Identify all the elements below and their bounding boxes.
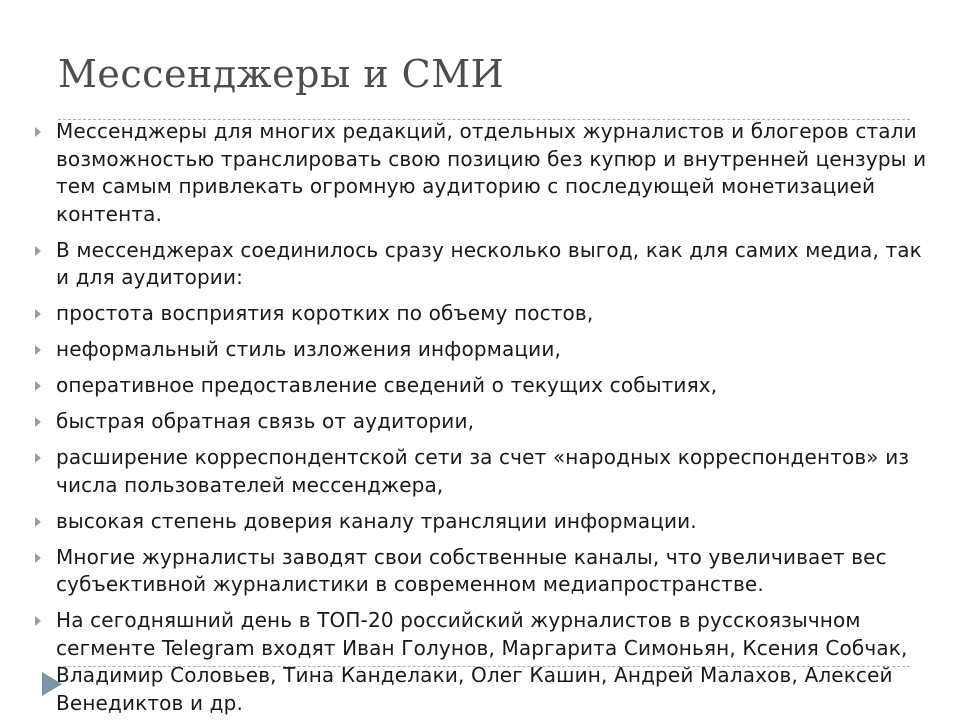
bullet-text: неформальный стиль изложения информации, [56,337,561,361]
triangle-bullet-icon [35,246,41,256]
triangle-bullet-icon [35,381,41,391]
triangle-bullet-icon [35,553,41,563]
bullet-item [30,508,935,536]
bullet-text: В мессенджерах соединилось сразу несколько выгод, как для самих медиа, так и для аудитории: [56,237,922,289]
bullet-item [30,237,935,292]
triangle-bullet-icon [35,417,41,427]
triangle-bullet-icon [35,517,41,527]
bullet-text: высокая степень доверия каналу трансляции информации. [56,508,697,533]
bullet-text: простота восприятия коротких по объему постов, [56,301,594,325]
bullet-text: Мессенджеры для многих редакций, отдельных журналистов и блогеров стали возможностью транслировать свою позицию без купюр и внутренней цензуры и тем самым привлекать огромную аудиторию с последующей монетизацией контента. [56,119,927,226]
bullet-list [30,118,935,726]
triangle-corner-icon [42,672,62,696]
triangle-bullet-icon [35,616,41,626]
bullet-text: Многие журналисты заводят свои собственные каналы, что увеличивает вес субъективной журналистики в современном медиапространстве. [56,544,887,596]
bullet-item [30,336,935,364]
triangle-bullet-icon [35,309,41,319]
bullet-text: быстрая обратная связь от аудитории, [56,409,475,433]
bullet-item [30,372,935,400]
bullet-item [30,300,935,328]
slide-title: Мессенджеры и СМИ [58,52,505,96]
bullet-text: оперативное предоставление сведений о текущих событиях, [56,373,718,397]
bullet-item [30,408,935,436]
bottom-divider [58,666,910,667]
triangle-bullet-icon [35,127,41,137]
triangle-bullet-icon [35,345,41,355]
bullet-item [30,118,935,228]
bullet-item [30,444,935,499]
bullet-text: расширение корреспондентской сети за счет «народных корреспондентов» из числа пользователей мессенджера, [56,445,910,497]
triangle-bullet-icon [35,453,41,463]
bullet-text: На сегодняшний день в ТОП-20 российский журналистов в русскоязычном сегменте Telegram входят Иван Голунов, Маргарита Симоньян, Ксения Собчак, Владимир Соловьев, Тина Канделаки, Олег Кашин, Андрей Малахов, Алексей Венедиктов и др. [56,608,908,715]
bullet-item [30,544,935,599]
bullet-item [30,607,935,717]
